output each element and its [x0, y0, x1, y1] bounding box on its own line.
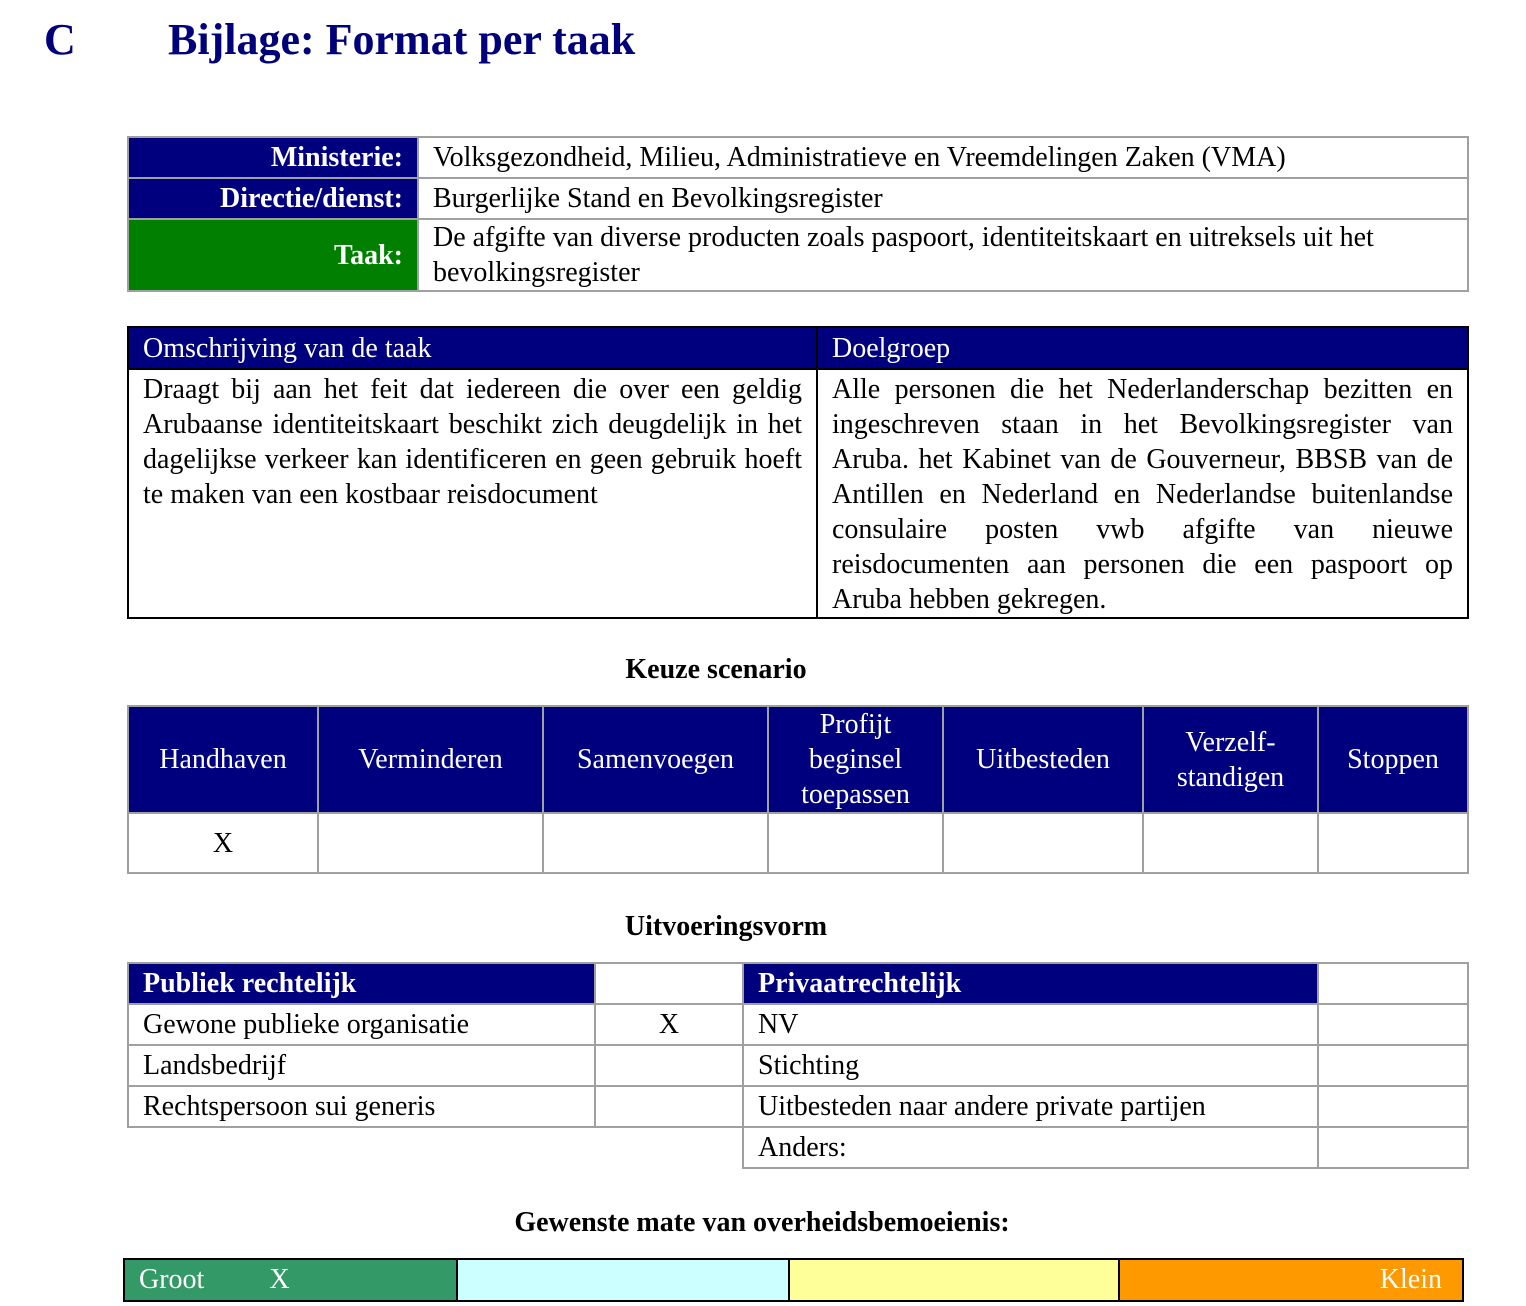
bemoeienis-scale	[123, 1258, 1464, 1302]
public-header-mark	[595, 963, 743, 1004]
private-header: Privaatrechtelijk	[743, 963, 1318, 1004]
scenario-title: Keuze scenario	[625, 654, 807, 685]
bemoeienis-title: Gewenste mate van overheidsbemoeienis:	[514, 1207, 1010, 1238]
public-option: Landsbedrijf	[128, 1045, 595, 1086]
uitvoering-title: Uitvoeringsvorm	[624, 911, 828, 942]
section-letter: C	[44, 15, 76, 64]
target-group-header: Doelgroep	[817, 327, 1468, 369]
uitvoering-row	[128, 1045, 1468, 1086]
scale-right-label: Klein	[1379, 1264, 1442, 1295]
description-text: Draagt bij aan het feit dat iedereen die over een geldig Arubaanse identiteitskaart beschikt zich deugdelijk in het dagelijkse verkeer kan identificeren en geen gebruik hoeft te maken van een kostbaar reisdocument	[128, 369, 817, 618]
description-body-row	[128, 369, 1468, 618]
description-table	[127, 326, 1469, 619]
scenario-table	[127, 705, 1469, 874]
private-mark	[1318, 1086, 1468, 1127]
info-label: Taak:	[128, 219, 418, 291]
public-mark: X	[595, 1004, 743, 1045]
scenario-header: Verzelf-standigen	[1143, 706, 1318, 813]
private-option: NV	[743, 1004, 1318, 1045]
info-label: Ministerie:	[128, 137, 418, 178]
empty-cell	[128, 1127, 595, 1168]
private-mark	[1318, 1127, 1468, 1168]
info-value: Burgerlijke Stand en Bevolkingsregister	[418, 178, 1468, 219]
uitvoering-table	[127, 962, 1469, 1169]
private-header-mark	[1318, 963, 1468, 1004]
scenario-value	[768, 813, 943, 873]
page-title: Bijlage: Format per taak	[168, 15, 636, 64]
scenario-value-row	[128, 813, 1468, 873]
scenario-header: Samenvoegen	[543, 706, 768, 813]
info-row-directie	[128, 178, 1468, 219]
info-label: Directie/dienst:	[128, 178, 418, 219]
uitvoering-row	[128, 1086, 1468, 1127]
description-header: Omschrijving van de taak	[128, 327, 817, 369]
scenario-value	[1318, 813, 1468, 873]
task-info-table	[127, 136, 1469, 292]
scenario-header: Stoppen	[1318, 706, 1468, 813]
scenario-value	[1143, 813, 1318, 873]
target-group-text: Alle personen die het Nederlanderschap bezitten en ingeschreven staan in het Bevolkingsregister van Aruba. het Kabinet van de Gouverneur, BBSB van de Antillen en Nederland en Nederlandse buitenlandse consulaire posten vwb afgifte van nieuwe reisdocumenten aan personen die een paspoort op Aruba hebben gekregen.	[817, 369, 1468, 618]
scenario-value	[943, 813, 1143, 873]
public-option: Gewone publieke organisatie	[128, 1004, 595, 1045]
scale-left-label: Groot	[139, 1264, 205, 1295]
uitvoering-header-row	[128, 963, 1468, 1004]
scenario-value: X	[128, 813, 318, 873]
public-option: Rechtspersoon sui generis	[128, 1086, 595, 1127]
empty-cell	[595, 1127, 743, 1168]
info-value: De afgifte van diverse producten zoals paspoort, identiteitskaart en uitreksels uit het bevolkingsregister	[418, 219, 1468, 291]
private-option: Uitbesteden naar andere private partijen	[743, 1086, 1318, 1127]
public-mark	[595, 1045, 743, 1086]
info-value: Volksgezondheid, Milieu, Administratieve en Vreemdelingen Zaken (VMA)	[418, 137, 1468, 178]
scenario-header: Profijt beginsel toepassen	[768, 706, 943, 813]
private-mark	[1318, 1004, 1468, 1045]
scenario-header: Handhaven	[128, 706, 318, 813]
public-mark	[595, 1086, 743, 1127]
scenario-header: Uitbesteden	[943, 706, 1143, 813]
private-mark	[1318, 1045, 1468, 1086]
info-row-ministerie	[128, 137, 1468, 178]
description-header-row	[128, 327, 1468, 369]
private-option: Stichting	[743, 1045, 1318, 1086]
uitvoering-row	[128, 1004, 1468, 1045]
scale-segment	[790, 1260, 1120, 1300]
scale-mark: X	[269, 1264, 290, 1295]
scale-segment	[458, 1260, 790, 1300]
private-option: Anders:	[743, 1127, 1318, 1168]
info-row-taak	[128, 219, 1468, 291]
scenario-header-row	[128, 706, 1468, 813]
scenario-value	[543, 813, 768, 873]
scenario-header: Verminderen	[318, 706, 543, 813]
uitvoering-row	[128, 1127, 1468, 1168]
scale-segment-groot	[125, 1260, 458, 1300]
scale-segment-klein	[1120, 1260, 1462, 1300]
public-header: Publiek rechtelijk	[128, 963, 595, 1004]
scenario-value	[318, 813, 543, 873]
